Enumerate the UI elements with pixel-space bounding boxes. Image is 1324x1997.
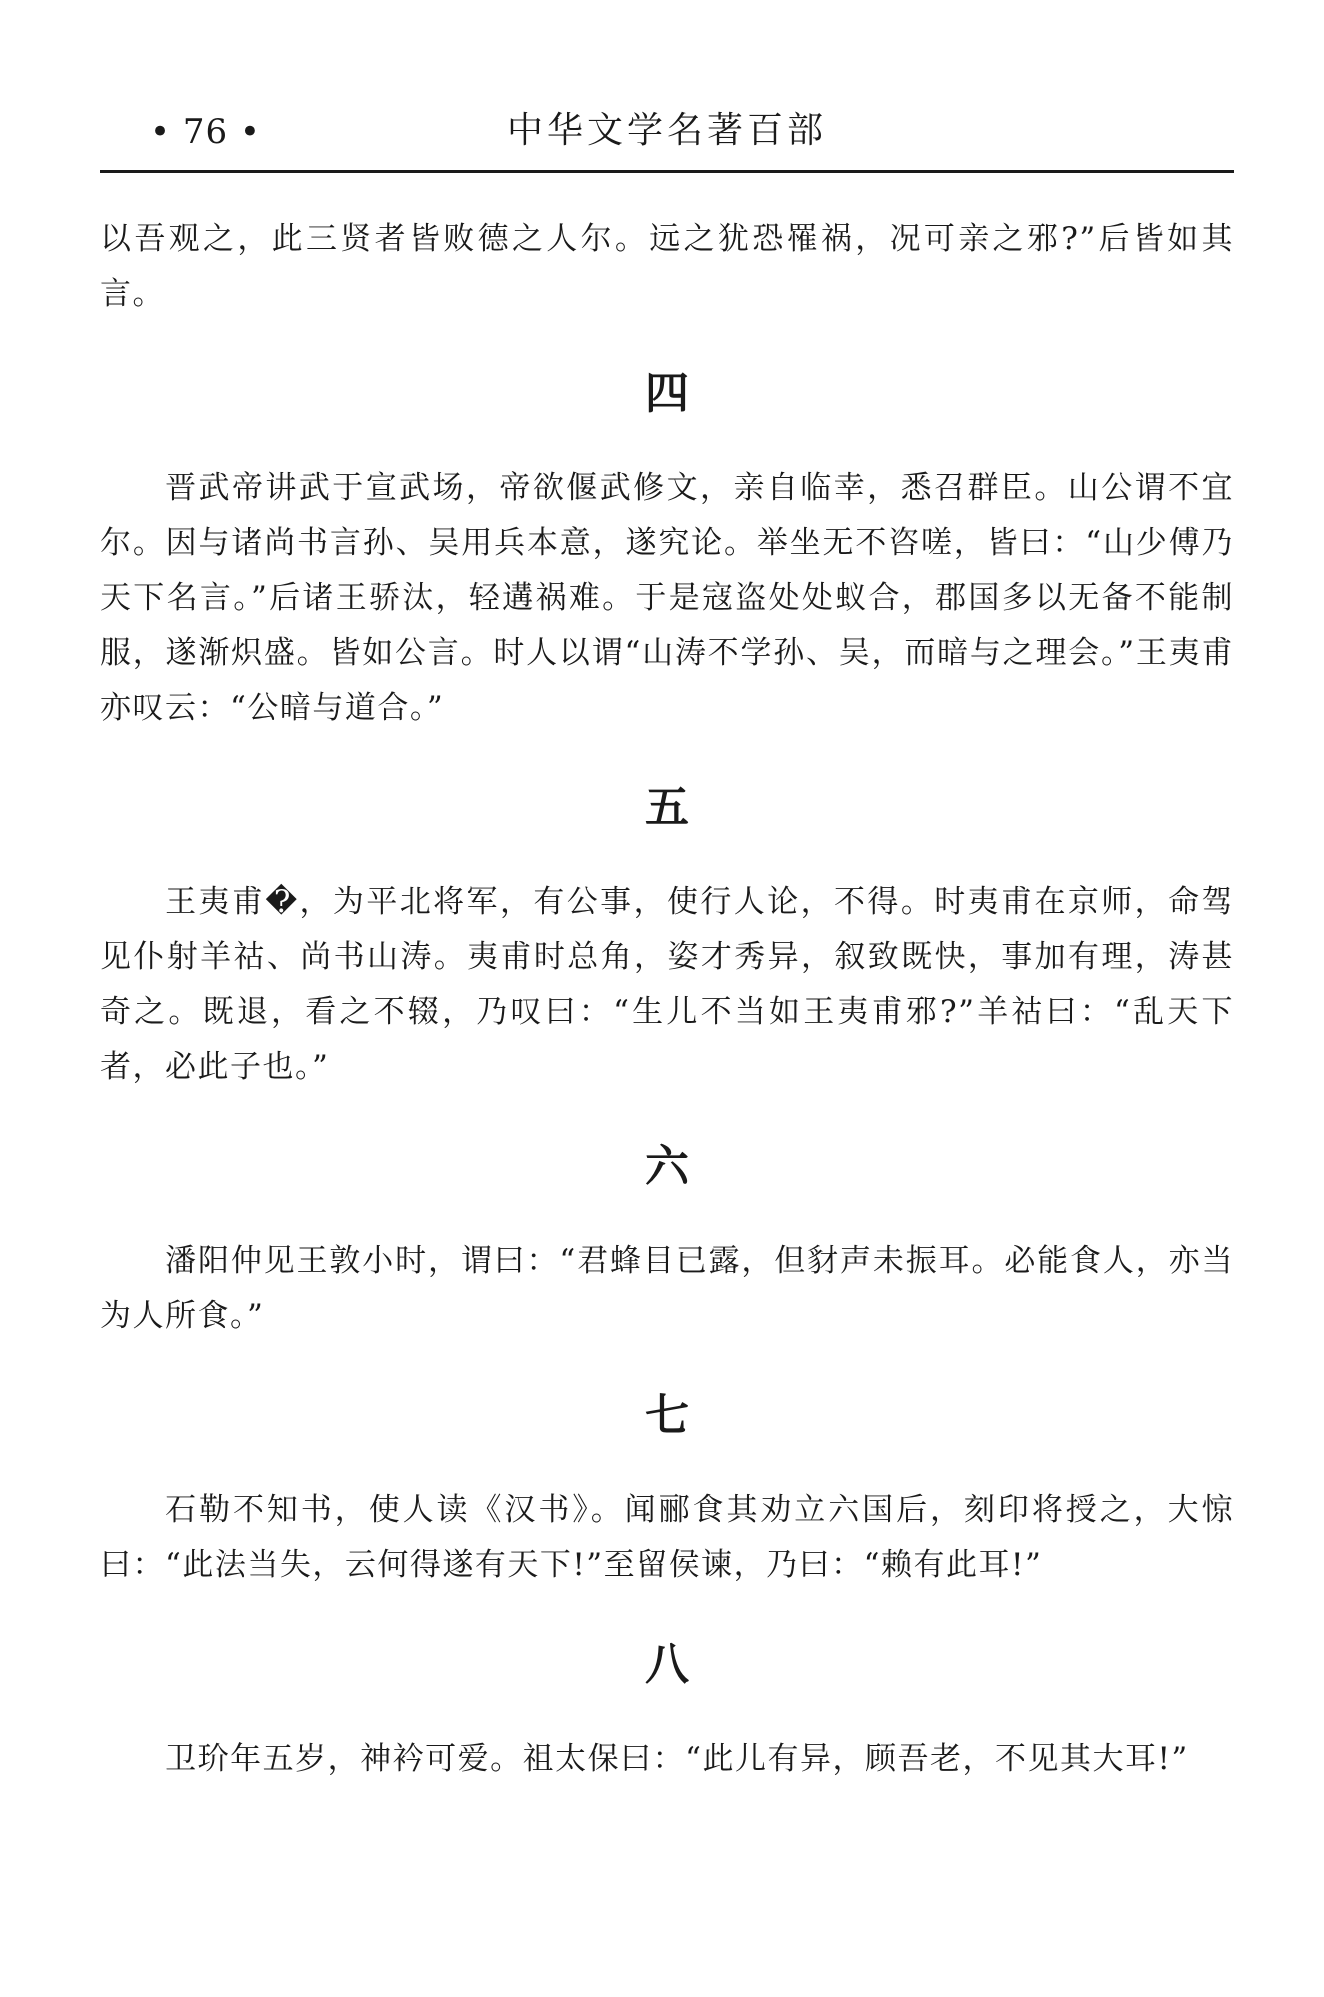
section-text-4: 晋武帝讲武于宣武场，帝欲偃武修文，亲自临幸，悉召群臣。山公谓不宜尔。因与诸尚书言孙、吴用兵本意，遂究论。举坐无不咨嗟，皆曰：“山少傅乃天下名言。”后诸王骄汰，轻遘祸难。于是寇盗处处蚁合，郡国多以无备不能制服，遂渐炽盛。皆如公言。时人以谓“山涛不学孙、吴，而暗与之理会。”王夷甫亦叹云：“公暗与道合。”: [100, 470, 1234, 726]
continued-paragraph: 以吾观之，此三贤者皆败德之人尔。远之犹恐罹祸，况可亲之邪?”后皆如其言。: [100, 221, 1234, 312]
page-number: • 76 •: [150, 112, 261, 152]
running-title: 中华文学名著百部: [506, 110, 827, 151]
page-header: [100, 108, 1234, 168]
section-heading-5: 五: [645, 782, 689, 833]
section-text-6: 潘阳仲见王敦小时，谓曰：“君蜂目已露，但豺声未振耳。必能食人，亦当为人所食。”: [100, 1243, 1234, 1334]
section-heading-8: 八: [645, 1639, 689, 1690]
section-text-8: 卫玠年五岁，神衿可爱。祖太保曰：“此儿有异，顾吾老，不见其大耳!”: [165, 1741, 1189, 1777]
book-page: [100, 0, 1234, 1997]
section-heading-4: 四: [645, 368, 689, 419]
section-text-5: 王夷甫�，为平北将军，有公事，使行人论，不得。时夷甫在京师，命驾见仆射羊祜、尚书山涛。夷甫时总角，姿才秀异，叙致既快，事加有理，涛甚奇之。既退，看之不辍，乃叹曰：“生儿不当如王夷甫邪?”羊祜曰：“乱天下者，必此子也。”: [100, 884, 1234, 1085]
header-rule: [100, 170, 1234, 173]
page-body: [100, 212, 1234, 1787]
section-heading-6: 六: [645, 1141, 689, 1192]
section-text-7: 石勒不知书，使人读《汉书》。闻郦食其劝立六国后，刻印将授之，大惊曰：“此法当失，云何得遂有天下!”至留侯谏，乃曰：“赖有此耳!”: [100, 1492, 1234, 1583]
section-heading-7: 七: [645, 1390, 689, 1441]
